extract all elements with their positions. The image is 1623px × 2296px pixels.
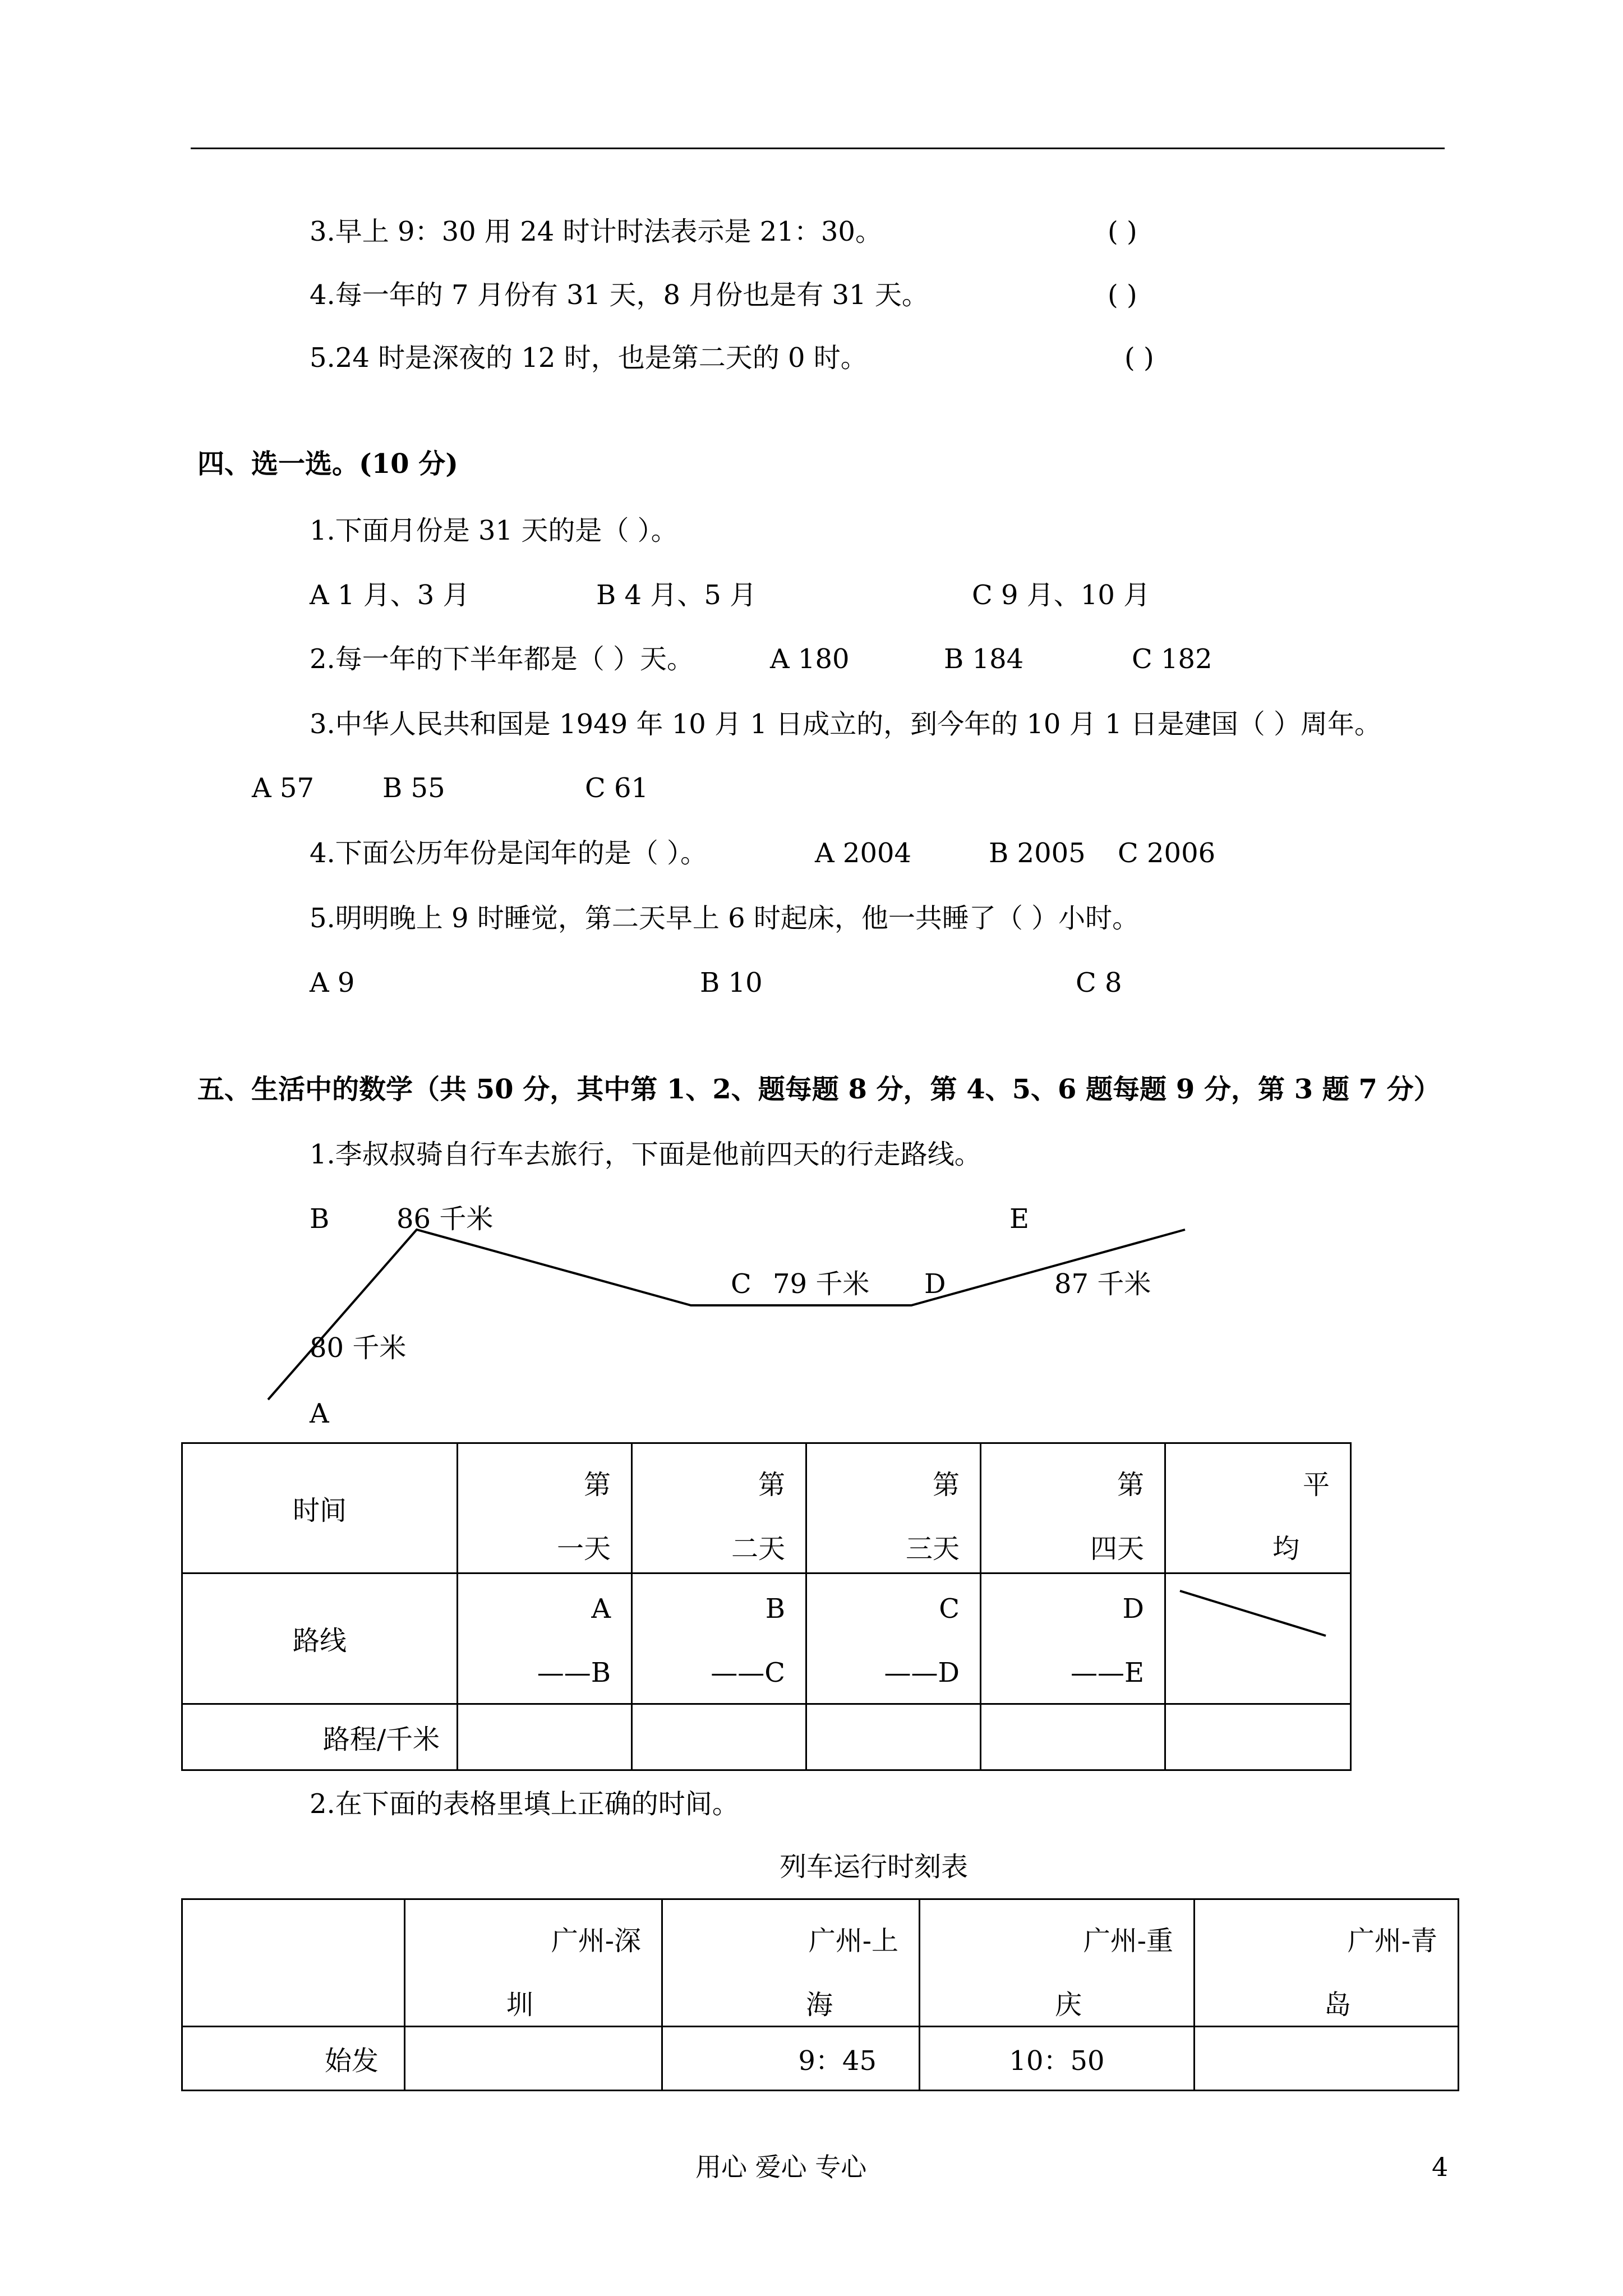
s4-q1-option-b: B 4 月、5 月 (596, 579, 757, 611)
s4-q2-option-a: A 180 (770, 643, 850, 675)
route-distance-bc: 86 千米 (396, 1203, 494, 1235)
s4-q3-option-c: C 61 (585, 772, 649, 804)
s5-q2: 2.在下面的表格里填上正确的时间。 (310, 1788, 739, 1820)
route-table-row-distance: 路程/千米 (182, 1704, 458, 1770)
route-label-e: E (1009, 1203, 1030, 1235)
page-number: 4 (1432, 2152, 1449, 2182)
route-label-d: D (924, 1268, 946, 1300)
train-depart-2: 9：45 (662, 2026, 920, 2090)
judge-paren-3: ( ) (1108, 216, 1137, 247)
route-table-day-1: 第 一天 (458, 1443, 632, 1573)
s4-q3-option-b: B 55 (382, 772, 445, 804)
judge-paren-5: ( ) (1124, 342, 1154, 374)
route-label-a: A (310, 1398, 329, 1429)
route-polyline (268, 1230, 1185, 1400)
route-table-distance-average[interactable] (1165, 1704, 1351, 1770)
route-table-average-crossed (1165, 1573, 1351, 1704)
route-table-distance-2[interactable] (632, 1704, 806, 1770)
route-table-route-2: B ——C (632, 1573, 806, 1704)
train-row-depart: 始发 (182, 2026, 405, 2090)
route-table-route-4: D ——E (981, 1573, 1165, 1704)
train-depart-1[interactable] (405, 2026, 662, 2090)
s5-q1: 1.李叔叔骑自行车去旅行，下面是他前四天的行走路线。 (310, 1139, 981, 1170)
route-table-average: 平 均 (1165, 1443, 1351, 1573)
s4-q5-option-a: A 9 (310, 967, 355, 999)
s4-q4-option-b: B 2005 (989, 838, 1086, 869)
train-schedule-table (181, 1898, 1459, 2091)
s4-q4-option-a: A 2004 (815, 838, 912, 869)
route-table-day-2: 第 二天 (632, 1443, 806, 1573)
s4-q2: 2.每一年的下半年都是（ ）天。 (310, 643, 694, 675)
train-route-1: 广州-深 圳 (405, 1899, 662, 2027)
train-table-corner (182, 1899, 405, 2027)
train-depart-3: 10：50 (920, 2026, 1195, 2090)
route-label-c: C (731, 1268, 751, 1300)
s4-q3-option-a: A 57 (252, 772, 314, 804)
judge-item-5: 5.24 时是深夜的 12 时，也是第二天的 0 时。 (310, 342, 868, 374)
train-depart-4[interactable] (1195, 2026, 1459, 2090)
judge-paren-4: ( ) (1108, 279, 1137, 311)
route-table-day-3: 第 三天 (806, 1443, 981, 1573)
section4-title: 四、选一选。(10 分) (197, 448, 458, 480)
judge-item-4: 4.每一年的 7 月份有 31 天，8 月份也是有 31 天。 (310, 279, 929, 311)
route-distance-de: 87 千米 (1054, 1268, 1151, 1300)
route-table-day-4: 第 四天 (981, 1443, 1165, 1573)
s4-q1-option-a: A 1 月、3 月 (310, 579, 470, 611)
route-table-route-3: C ——D (806, 1573, 981, 1704)
s4-q3: 3.中华人民共和国是 1949 年 10 月 1 日成立的，到今年的 10 月 1 日是建国（ ）周年。 (310, 708, 1382, 740)
route-label-b: B (310, 1203, 330, 1235)
s4-q4: 4.下面公历年份是闰年的是（ ）。 (310, 838, 708, 869)
route-table-row-route: 路线 (182, 1573, 458, 1704)
route-table (181, 1442, 1352, 1771)
route-distance-cd: 79 千米 (773, 1268, 870, 1300)
s4-q1: 1.下面月份是 31 天的是（ ）。 (310, 515, 678, 546)
judge-item-3: 3.早上 9：30 用 24 时计时法表示是 21：30。 (310, 216, 882, 247)
train-table-title: 列车运行时刻表 (780, 1851, 969, 1883)
route-table-route-1: A ——B (458, 1573, 632, 1704)
s4-q5-option-c: C 8 (1076, 967, 1122, 999)
route-table-distance-1[interactable] (458, 1704, 632, 1770)
s4-q2-option-b: B 184 (944, 643, 1024, 675)
train-route-2: 广州-上 海 (662, 1899, 920, 2027)
train-route-4: 广州-青 岛 (1195, 1899, 1459, 2027)
s4-q4-option-c: C 2006 (1118, 838, 1216, 869)
section5-title: 五、生活中的数学（共 50 分，其中第 1、2、题每题 8 分，第 4、5、6 题每题 9 分，第 3 题 7 分） (197, 1074, 1441, 1105)
s4-q1-option-c: C 9 月、10 月 (972, 579, 1151, 611)
footer-motto: 用心 爱心 专心 (695, 2152, 867, 2182)
route-distance-ab: 80 千米 (310, 1332, 407, 1364)
route-table-distance-3[interactable] (806, 1704, 981, 1770)
route-table-distance-4[interactable] (981, 1704, 1165, 1770)
s4-q5: 5.明明晚上 9 时睡觉，第二天早上 6 时起床，他一共睡了（ ）小时。 (310, 903, 1140, 934)
s4-q2-option-c: C 182 (1132, 643, 1212, 675)
train-route-3: 广州-重 庆 (920, 1899, 1195, 2027)
s4-q5-option-b: B 10 (700, 967, 763, 999)
diagonal-slash (1166, 1574, 1350, 1703)
route-table-header-time: 时间 (182, 1443, 458, 1573)
